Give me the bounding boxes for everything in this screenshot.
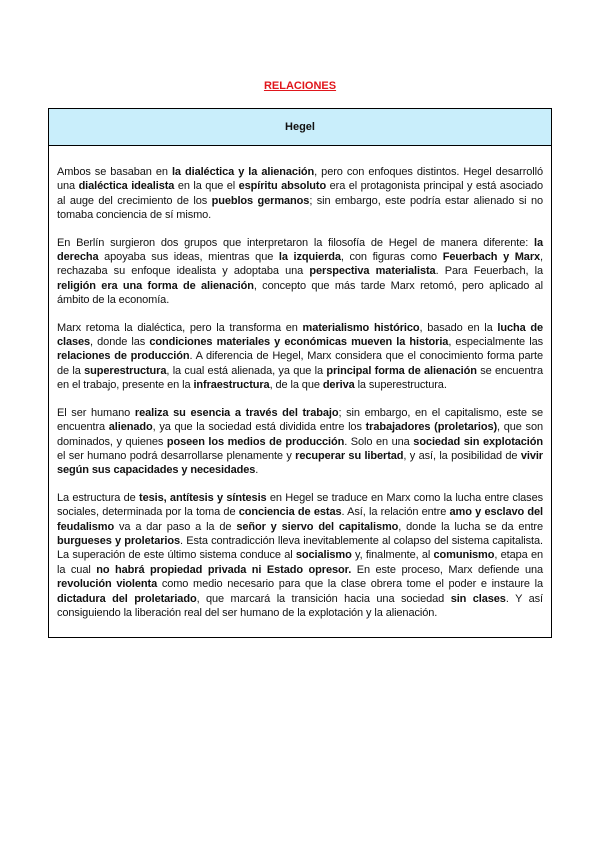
text-run: . Así, la relación entre <box>341 506 450 519</box>
text-run: , que marcará la transición hacia una sociedad <box>196 592 451 605</box>
bold-text: relaciones de producción <box>57 350 190 363</box>
bold-text: la izquierda <box>278 251 341 264</box>
text-run: , de la que <box>269 379 323 392</box>
bold-text: alienado <box>108 421 153 434</box>
text-run: , donde la lucha se da entre <box>398 520 544 533</box>
text-run: se encuentra en el trabajo, presente en la <box>57 364 544 392</box>
bold-text: burgueses y proletarios <box>57 534 181 547</box>
text-run: la superestructura. <box>354 379 447 392</box>
bold-text: superestructura <box>84 364 167 377</box>
text-run: . Esta contradicción lleva inevitablemente al colapso del sistema capitalista. La superación de este último sistema conduce al <box>57 534 543 562</box>
text-run: , donde las <box>90 336 150 349</box>
text-run: era el protagonista principal y está asociado al auge del crecimiento de los <box>57 180 544 207</box>
page-title: RELACIONES <box>263 80 337 92</box>
text-run: ; sin embargo, en el capitalismo, este se encuentra <box>57 406 543 434</box>
text-run: . Para Feuerbach, la <box>435 265 543 278</box>
text-run: . A diferencia de Hegel, Marx considera que el conocimiento forma parte de la <box>57 350 543 377</box>
text-run: Marx retoma la dialéctica, pero la transforma en <box>57 321 303 334</box>
section-body <box>49 146 551 620</box>
text-run: Ambos se basaban en <box>57 166 172 178</box>
bold-text: señor y siervo del capitalismo <box>236 520 399 533</box>
text-run: en la que el <box>174 180 239 193</box>
bold-text: principal forma de alienación <box>326 364 477 377</box>
bold-text: pueblos germanos <box>211 194 310 207</box>
text-run: La estructura de <box>57 491 140 504</box>
text-run: apoyaba sus ideas, mientras que <box>98 251 279 264</box>
text-run: , concepto que más tarde Marx retomó, pero aplicado al ámbito de la economía. <box>57 279 543 307</box>
text-run: , basado en la <box>419 321 498 334</box>
bold-text: condiciones materiales y económicas mueven la historia <box>149 336 449 349</box>
text-run: , etapa en la cual <box>57 549 543 576</box>
paragraph-4 <box>57 406 543 478</box>
text-run: . <box>255 464 259 477</box>
text-run: El ser humano <box>57 406 135 419</box>
bold-text: realiza su esencia a través del trabajo <box>134 406 339 419</box>
text-run: . Y así consiguiendo la liberación real del ser humano de la explotación y la alienación. <box>57 592 543 619</box>
bold-text: dictadura del proletariado <box>57 592 197 605</box>
content-table <box>48 108 552 638</box>
paragraph-5 <box>57 491 543 621</box>
bold-text: sin clases <box>450 592 506 605</box>
bold-text: vivir según sus capacidades y necesidades <box>57 449 543 477</box>
paragraph-3 <box>57 321 543 393</box>
bold-text: religión era una forma de alienación <box>57 279 254 292</box>
bold-text: no habrá propiedad privada ni Estado opresor. <box>96 563 352 576</box>
bold-text: lucha de clases <box>57 321 544 349</box>
text-run: , rechazaba su enfoque idealista y adoptaba una <box>57 251 543 278</box>
bold-text: tesis, antítesis y síntesis <box>139 491 267 504</box>
bold-text: espíritu absoluto <box>238 180 327 193</box>
bold-text: poseen los medios de producción <box>166 435 345 448</box>
text-run: , la cual está alienada, ya que la <box>166 364 327 377</box>
text-run: , que son dominados, y quienes <box>57 421 543 448</box>
bold-text: comunismo <box>433 549 495 562</box>
text-run: , pero con enfoques distintos. Hegel desarrolló una <box>57 166 543 193</box>
bold-text: conciencia de estas <box>238 506 342 519</box>
bold-text: amo y esclavo del feudalismo <box>57 506 543 533</box>
text-run: En Berlín surgieron dos grupos que interpretaron la filosofía de Hegel de manera diferente: <box>57 236 535 249</box>
bold-text: deriva <box>322 379 355 392</box>
text-run: el ser humano podrá desarrollarse plenamente y <box>57 449 296 462</box>
bold-text: la dialéctica y la alienación <box>171 166 315 178</box>
text-run: y, finalmente, al <box>351 549 434 562</box>
text-run: , y así, la posibilidad de <box>403 449 521 462</box>
bold-text: revolución violenta <box>57 578 158 591</box>
bold-text: Feuerbach y Marx <box>442 251 541 264</box>
bold-text: la derecha <box>57 236 543 264</box>
text-run: en Hegel se traduce en Marx como la lucha entre clases sociales, determinada por la toma de <box>57 491 543 519</box>
bold-text: dialéctica idealista <box>78 180 175 193</box>
bold-text: sociedad sin explotación <box>413 435 543 448</box>
section-header: Hegel <box>49 109 551 146</box>
text-run: , con figuras como <box>340 251 443 264</box>
text-run: como medio necesario para que la clase obrera tome el poder e instaure la <box>157 578 543 591</box>
bold-text: trabajadores (proletarios) <box>365 421 498 434</box>
text-run: va a dar paso a la de <box>114 520 237 533</box>
text-run: , ya que la sociedad está dividida entre los <box>152 421 366 434</box>
text-run: , especialmente las <box>448 336 543 349</box>
bold-text: perspectiva materialista <box>309 265 436 278</box>
bold-text: socialismo <box>295 549 352 562</box>
text-run: . Solo en una <box>344 435 414 448</box>
text-run: ; sin embargo, este podría estar alienado si no tomaba conciencia de sí mismo. <box>57 194 543 222</box>
bold-text: infraestructura <box>193 379 270 392</box>
bold-text: recuperar su libertad <box>295 449 404 462</box>
paragraph-2 <box>57 236 543 308</box>
bold-text: materialismo histórico <box>302 321 420 334</box>
text-run: En este proceso, Marx defiende una <box>351 563 543 576</box>
paragraph-1 <box>57 165 543 223</box>
